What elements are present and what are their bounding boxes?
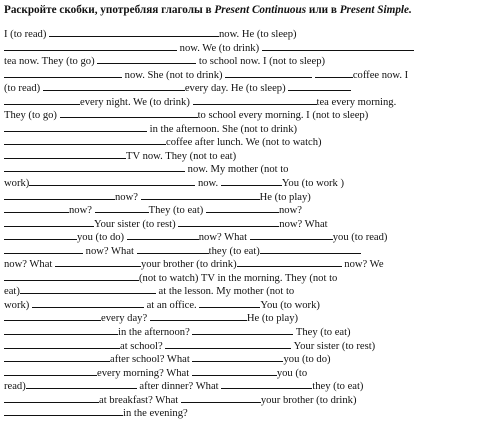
exercise-line [4, 162, 498, 176]
answer-blank[interactable] [29, 176, 195, 186]
exercise-line [4, 406, 498, 420]
exercise-line [4, 176, 498, 190]
answer-blank[interactable] [4, 325, 118, 335]
answer-blank[interactable] [4, 95, 80, 105]
exercise-line [4, 352, 498, 366]
answer-blank[interactable] [4, 68, 122, 78]
answer-blank[interactable] [4, 122, 147, 132]
exercise-text-segment: in the afternoon. She (not to drink) [147, 123, 298, 135]
answer-blank[interactable] [4, 203, 69, 213]
instruction-heading [4, 4, 496, 17]
exercise-line [4, 244, 498, 258]
exercise-text-segment: I (to read) [4, 29, 49, 40]
exercise-text-segment: They (to eat) [293, 327, 351, 339]
answer-blank[interactable] [4, 366, 97, 376]
exercise-text-segment: Your sister (to rest) [291, 340, 376, 352]
answer-blank[interactable] [181, 393, 261, 403]
exercise-text-segment: to school now. I (not to sleep) [196, 56, 326, 68]
answer-blank[interactable] [315, 68, 353, 78]
exercise-text-segment: at breakfast? What [99, 394, 181, 406]
answer-blank[interactable] [250, 230, 333, 240]
answer-blank[interactable] [4, 271, 139, 281]
exercise-line [4, 298, 498, 312]
answer-blank[interactable] [49, 27, 219, 37]
answer-blank[interactable] [4, 244, 83, 254]
exercise-text-segment: your brother (to drink) [141, 259, 237, 271]
exercise-text-segment: coffee now. I [352, 69, 409, 81]
exercise-text-segment: tea every morning. [316, 96, 397, 108]
exercise-text-segment: after school? What [110, 354, 193, 366]
exercise-text-segment: your brother (to drink) [260, 394, 357, 406]
answer-blank[interactable] [4, 41, 177, 51]
exercise-text-segment: tea now. They (to go) [4, 56, 98, 68]
exercise-text-segment: now? We [341, 259, 384, 271]
answer-blank[interactable] [4, 311, 101, 321]
exercise-line [4, 41, 498, 55]
exercise-line [4, 230, 498, 244]
exercise-text-segment: in the evening? [123, 408, 188, 420]
exercise-text-segment: He (to play) [259, 191, 311, 203]
exercise-line [4, 68, 498, 82]
answer-blank[interactable] [225, 68, 312, 78]
heading-tense-present-simple: Present Simple. [339, 4, 412, 16]
exercise-text-segment: now? What [4, 259, 55, 271]
answer-blank[interactable] [262, 41, 414, 51]
exercise-text-segment: TV now. They (not to eat) [126, 150, 237, 162]
exercise-text-segment: work) [4, 178, 30, 190]
exercise-text-segment: now? [115, 191, 141, 203]
exercise-text-segment: coffee after lunch. We (not to watch) [166, 137, 322, 149]
exercise-line [4, 203, 498, 217]
exercise-text-segment: now. We (to drink) [177, 42, 262, 54]
exercise-text-segment: you (to do) [77, 232, 127, 244]
answer-blank[interactable] [4, 217, 94, 227]
exercise-line [4, 27, 498, 41]
exercise-text-segment: every night. We (to drink) [80, 96, 193, 108]
exercise-line [4, 95, 498, 109]
exercise-line [4, 149, 498, 163]
exercise-text-segment: at the lesson. My mother (not to [155, 286, 295, 298]
exercise-text-segment: They (to eat) [148, 205, 206, 217]
exercise-text-segment: now. [195, 178, 221, 190]
answer-blank[interactable] [4, 406, 123, 416]
answer-blank[interactable] [192, 352, 283, 362]
answer-blank[interactable] [137, 244, 209, 254]
exercise-text-segment: every day. He (to sleep) [184, 83, 289, 95]
exercise-text-segment: at an office. [143, 299, 200, 311]
answer-blank[interactable] [97, 54, 196, 64]
exercise-text-segment: now. My mother (not to [185, 164, 289, 176]
exercise-text-segment: now? What [279, 218, 328, 230]
exercise-text-segment: every day? [101, 313, 150, 325]
answer-blank[interactable] [4, 190, 115, 200]
answer-blank[interactable] [4, 352, 110, 362]
exercise-line [4, 339, 498, 353]
exercise-text-segment: they (to eat) [312, 381, 364, 393]
exercise-text-segment: read) [4, 381, 26, 393]
answer-blank[interactable] [4, 149, 126, 159]
answer-blank[interactable] [237, 257, 342, 267]
answer-blank[interactable] [4, 339, 120, 349]
answer-blank[interactable] [221, 379, 312, 389]
exercise-line [4, 108, 498, 122]
answer-blank[interactable] [221, 176, 282, 186]
answer-blank[interactable] [55, 257, 141, 267]
answer-blank[interactable] [192, 366, 277, 376]
exercise-line [4, 366, 498, 380]
answer-blank[interactable] [26, 379, 137, 389]
answer-blank[interactable] [192, 325, 293, 335]
answer-blank[interactable] [95, 203, 149, 213]
exercise-line [4, 135, 498, 149]
exercise-text-segment: at school? [120, 340, 166, 352]
answer-blank[interactable] [260, 244, 361, 254]
exercise-line [4, 325, 498, 339]
answer-blank[interactable] [199, 298, 260, 308]
exercise-text-segment: you (to [276, 367, 308, 379]
exercise-text-segment: you (to do) [283, 354, 331, 366]
exercise-text-segment: you (to read) [332, 232, 388, 244]
answer-blank[interactable] [150, 311, 247, 321]
exercise-line [4, 81, 498, 95]
exercise-line [4, 311, 498, 325]
exercise-line [4, 54, 498, 68]
answer-blank[interactable] [288, 81, 351, 91]
exercise-line [4, 271, 498, 285]
exercise-line [4, 393, 498, 407]
exercise-line [4, 122, 498, 136]
exercise-text-segment: now? [278, 205, 302, 217]
heading-connector: или в [308, 4, 337, 16]
exercise-line [4, 379, 498, 393]
exercise-text-segment: eat) [4, 286, 20, 298]
exercise-text-segment: to school every morning. I (not to sleep) [197, 110, 369, 122]
exercise-text-segment: They (to go) [4, 110, 60, 122]
answer-blank[interactable] [4, 162, 185, 172]
answer-blank[interactable] [193, 95, 317, 105]
exercise-text-segment: in the afternoon? [118, 327, 193, 339]
answer-blank[interactable] [4, 230, 77, 240]
exercise-text-segment: (not to watch) TV in the morning. They (not to [139, 272, 338, 284]
exercise-line [4, 217, 498, 231]
exercise-text-segment: they (to eat) [208, 245, 260, 257]
exercise-text-segment: You (to work ) [281, 178, 345, 190]
exercise-text-segment: work) [4, 299, 32, 311]
exercise-text-segment: (to read) [4, 83, 43, 95]
exercise-text-segment: He (to play) [246, 313, 299, 325]
exercise-line [4, 257, 498, 271]
answer-blank[interactable] [4, 393, 99, 403]
answer-blank[interactable] [178, 217, 279, 227]
answer-blank[interactable] [206, 203, 279, 213]
answer-blank[interactable] [165, 339, 291, 349]
heading-tense-present-continuous: Present Continuous [214, 4, 307, 16]
exercise-text-segment: after dinner? What [136, 381, 222, 393]
answer-blank[interactable] [60, 108, 198, 118]
exercise-line [4, 284, 498, 298]
exercise-text [4, 27, 498, 420]
exercise-text-segment: now? What [83, 245, 137, 257]
exercise-line [4, 190, 498, 204]
exercise-text-segment: every morning? What [97, 367, 192, 379]
exercise-text-segment: Your sister (to rest) [94, 218, 179, 230]
exercise-text-segment: now. She (not to drink) [122, 69, 226, 81]
exercise-text-segment: You (to work) [260, 299, 320, 311]
answer-blank[interactable] [32, 298, 144, 308]
answer-blank[interactable] [20, 284, 156, 294]
exercise-text-segment: now? What [198, 232, 250, 244]
exercise-text-segment: now. He (to sleep) [219, 29, 297, 40]
answer-blank[interactable] [4, 135, 166, 145]
heading-prefix: Раскройте скобки, употребляя глаголы в [4, 4, 212, 16]
answer-blank[interactable] [43, 81, 185, 91]
answer-blank[interactable] [141, 190, 260, 200]
exercise-text-segment: now? [69, 205, 95, 217]
answer-blank[interactable] [127, 230, 199, 240]
